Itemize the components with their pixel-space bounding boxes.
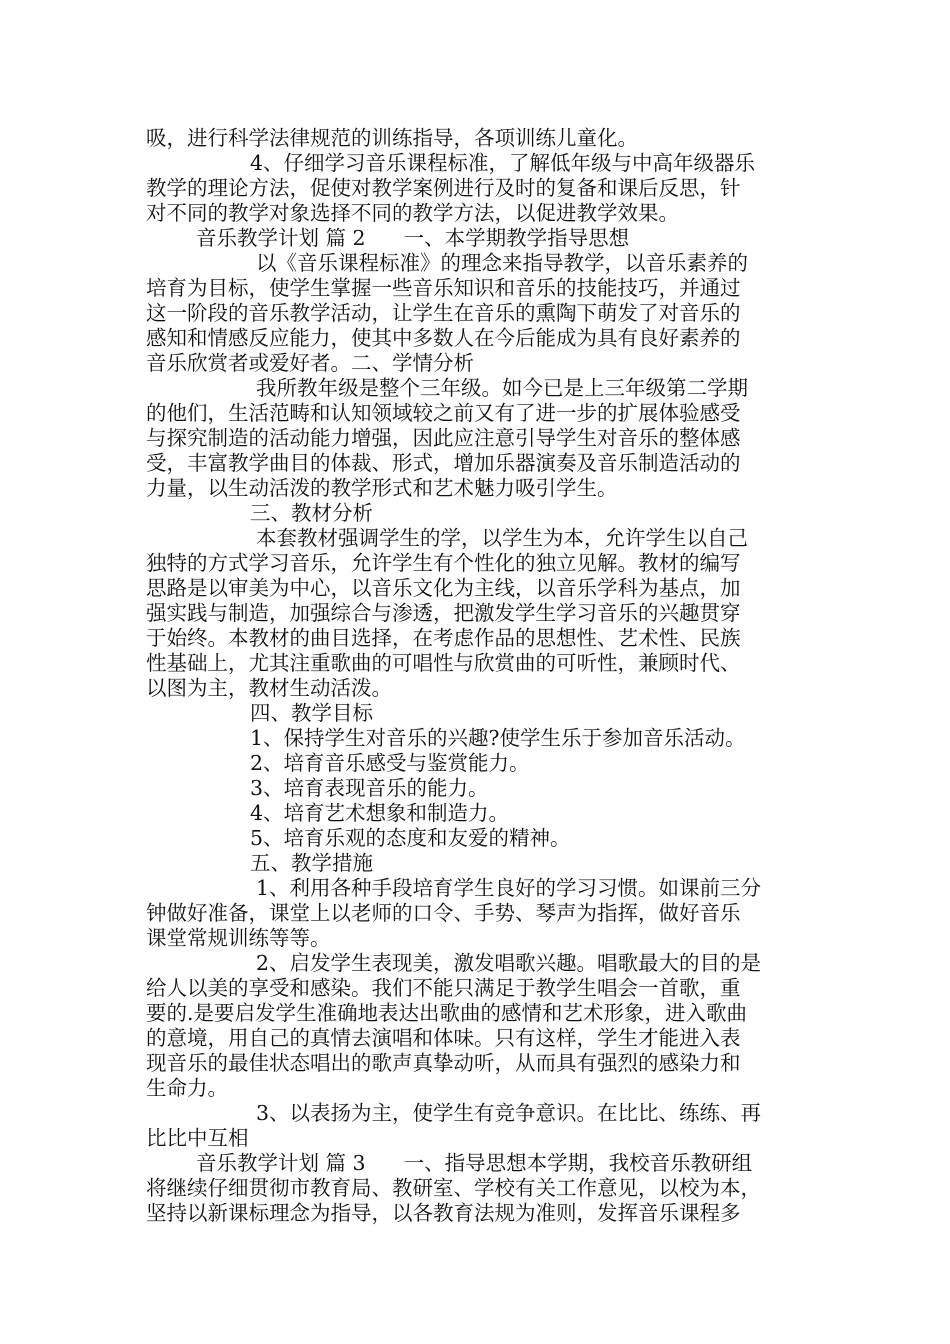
text-line: 4、仔细学习音乐课程标准，了解低年级与中高年级器乐 [250, 151, 756, 175]
text-line: 的他们，生活范畴和认知领域较之前又有了进一步的扩展体验感受 [146, 401, 741, 425]
subheading-line: 四、教学目标 [250, 701, 373, 725]
text-line: 音乐欣赏者或爱好者。二、学情分析 [146, 351, 474, 375]
text-line: 吸，进行科学法律规范的训练指导，各项训练儿童化。 [146, 126, 638, 150]
text-line: 课堂常规训练等等。 [146, 926, 331, 950]
text-line: 生命力。 [146, 1076, 228, 1100]
text-line: 受，丰富教学曲目的体裁、形式，增加乐器演奏及音乐制造活动的 [146, 451, 741, 475]
text-line: 要的.是要启发学生准确地表达出歌曲的感情和艺术形象，进入歌曲 [146, 1001, 748, 1025]
list-item: 5、培育乐观的态度和友爱的精神。 [250, 826, 571, 850]
text-line: 思路是以审美为中心，以音乐文化为主线，以音乐学科为基点，加 [146, 576, 741, 600]
section-heading-line [196, 226, 629, 251]
text-line: 于始终。本教材的曲目选择，在考虑作品的思想性、艺术性、民族 [146, 626, 741, 650]
text-line: 以《音乐课程标准》的理念来指导教学，以音乐素养的 [256, 251, 748, 275]
section-subheading: 一、指导思想本学期，我校音乐教研组 [403, 1151, 753, 1175]
text-line: 性基础上，尤其注重歌曲的可唱性与欣赏曲的可听性，兼顾时代、 [146, 651, 741, 675]
section-title: 音乐教学计划 篇 3 [196, 1151, 366, 1175]
text-line: 2、启发学生表现美，激发唱歌兴趣。唱歌最大的目的是 [256, 951, 762, 975]
text-line: 我所教年级是整个三年级。如今已是上三年级第二学期 [256, 376, 748, 400]
text-line: 以图为主，教材生动活泼。 [146, 676, 392, 700]
text-line: 的意境，用自己的真情去演唱和体味。只有这样，学生才能进入表 [146, 1026, 741, 1050]
text-line: 1、利用各种手段培育学生良好的学习习惯。如课前三分 [256, 876, 762, 900]
text-line: 3、以表扬为主，使学生有竞争意识。在比比、练练、再 [256, 1101, 762, 1125]
text-line: 独特的方式学习音乐，允许学生有个性化的独立见解。教材的编写 [146, 551, 741, 575]
text-line: 现音乐的最佳状态唱出的歌声真挚动听，从而具有强烈的感染力和 [146, 1051, 741, 1075]
text-line: 教学的理论方法，促使对教学案例进行及时的复备和课后反思，针 [146, 176, 741, 200]
list-item: 1、保持学生对音乐的兴趣?使学生乐于参加音乐活动。 [250, 726, 746, 750]
section-title: 音乐教学计划 篇 2 [196, 226, 366, 250]
text-line: 给人以美的享受和感染。我们不能只满足于教学生唱会一首歌，重 [146, 976, 741, 1000]
text-line: 力量，以生动活泼的教学形式和艺术魅力吸引学生。 [146, 476, 618, 500]
subheading-line: 五、教学措施 [250, 851, 373, 875]
text-line: 强实践与制造，加强综合与渗透，把激发学生学习音乐的兴趣贯穿 [146, 601, 741, 625]
list-item: 2、培育音乐感受与鉴赏能力。 [250, 751, 530, 775]
section-heading-line [196, 1151, 752, 1176]
list-item: 4、培育艺术想象和制造力。 [250, 801, 510, 825]
text-line: 本套教材强调学生的学，以学生为本，允许学生以自己 [256, 526, 748, 550]
text-line: 与探究制造的活动能力增强，因此应注意引导学生对音乐的整体感 [146, 426, 741, 450]
subheading-line: 三、教材分析 [250, 501, 373, 525]
text-line: 钟做好准备，课堂上以老师的口令、手势、琴声为指挥，做好音乐 [146, 901, 741, 925]
list-item: 3、培育表现音乐的能力。 [250, 776, 489, 800]
text-line: 比比中互相 [146, 1126, 249, 1150]
text-line: 培育为目标，使学生掌握一些音乐知识和音乐的技能技巧，并通过 [146, 276, 741, 300]
section-subheading: 一、本学期教学指导思想 [403, 226, 630, 250]
text-line: 坚持以新课标理念为指导，以各教育法规为准则，发挥音乐课程多 [146, 1201, 741, 1225]
text-line: 感知和情感反应能力，使其中多数人在今后能成为具有良好素养的 [146, 326, 741, 350]
text-line: 将继续仔细贯彻市教育局、教研室、学校有关工作意见，以校为本， [146, 1176, 761, 1200]
text-line: 这一阶段的音乐教学活动，让学生在音乐的熏陶下萌发了对音乐的 [146, 301, 741, 325]
text-line: 对不同的教学对象选择不同的教学方法，以促进教学效果。 [146, 201, 679, 225]
